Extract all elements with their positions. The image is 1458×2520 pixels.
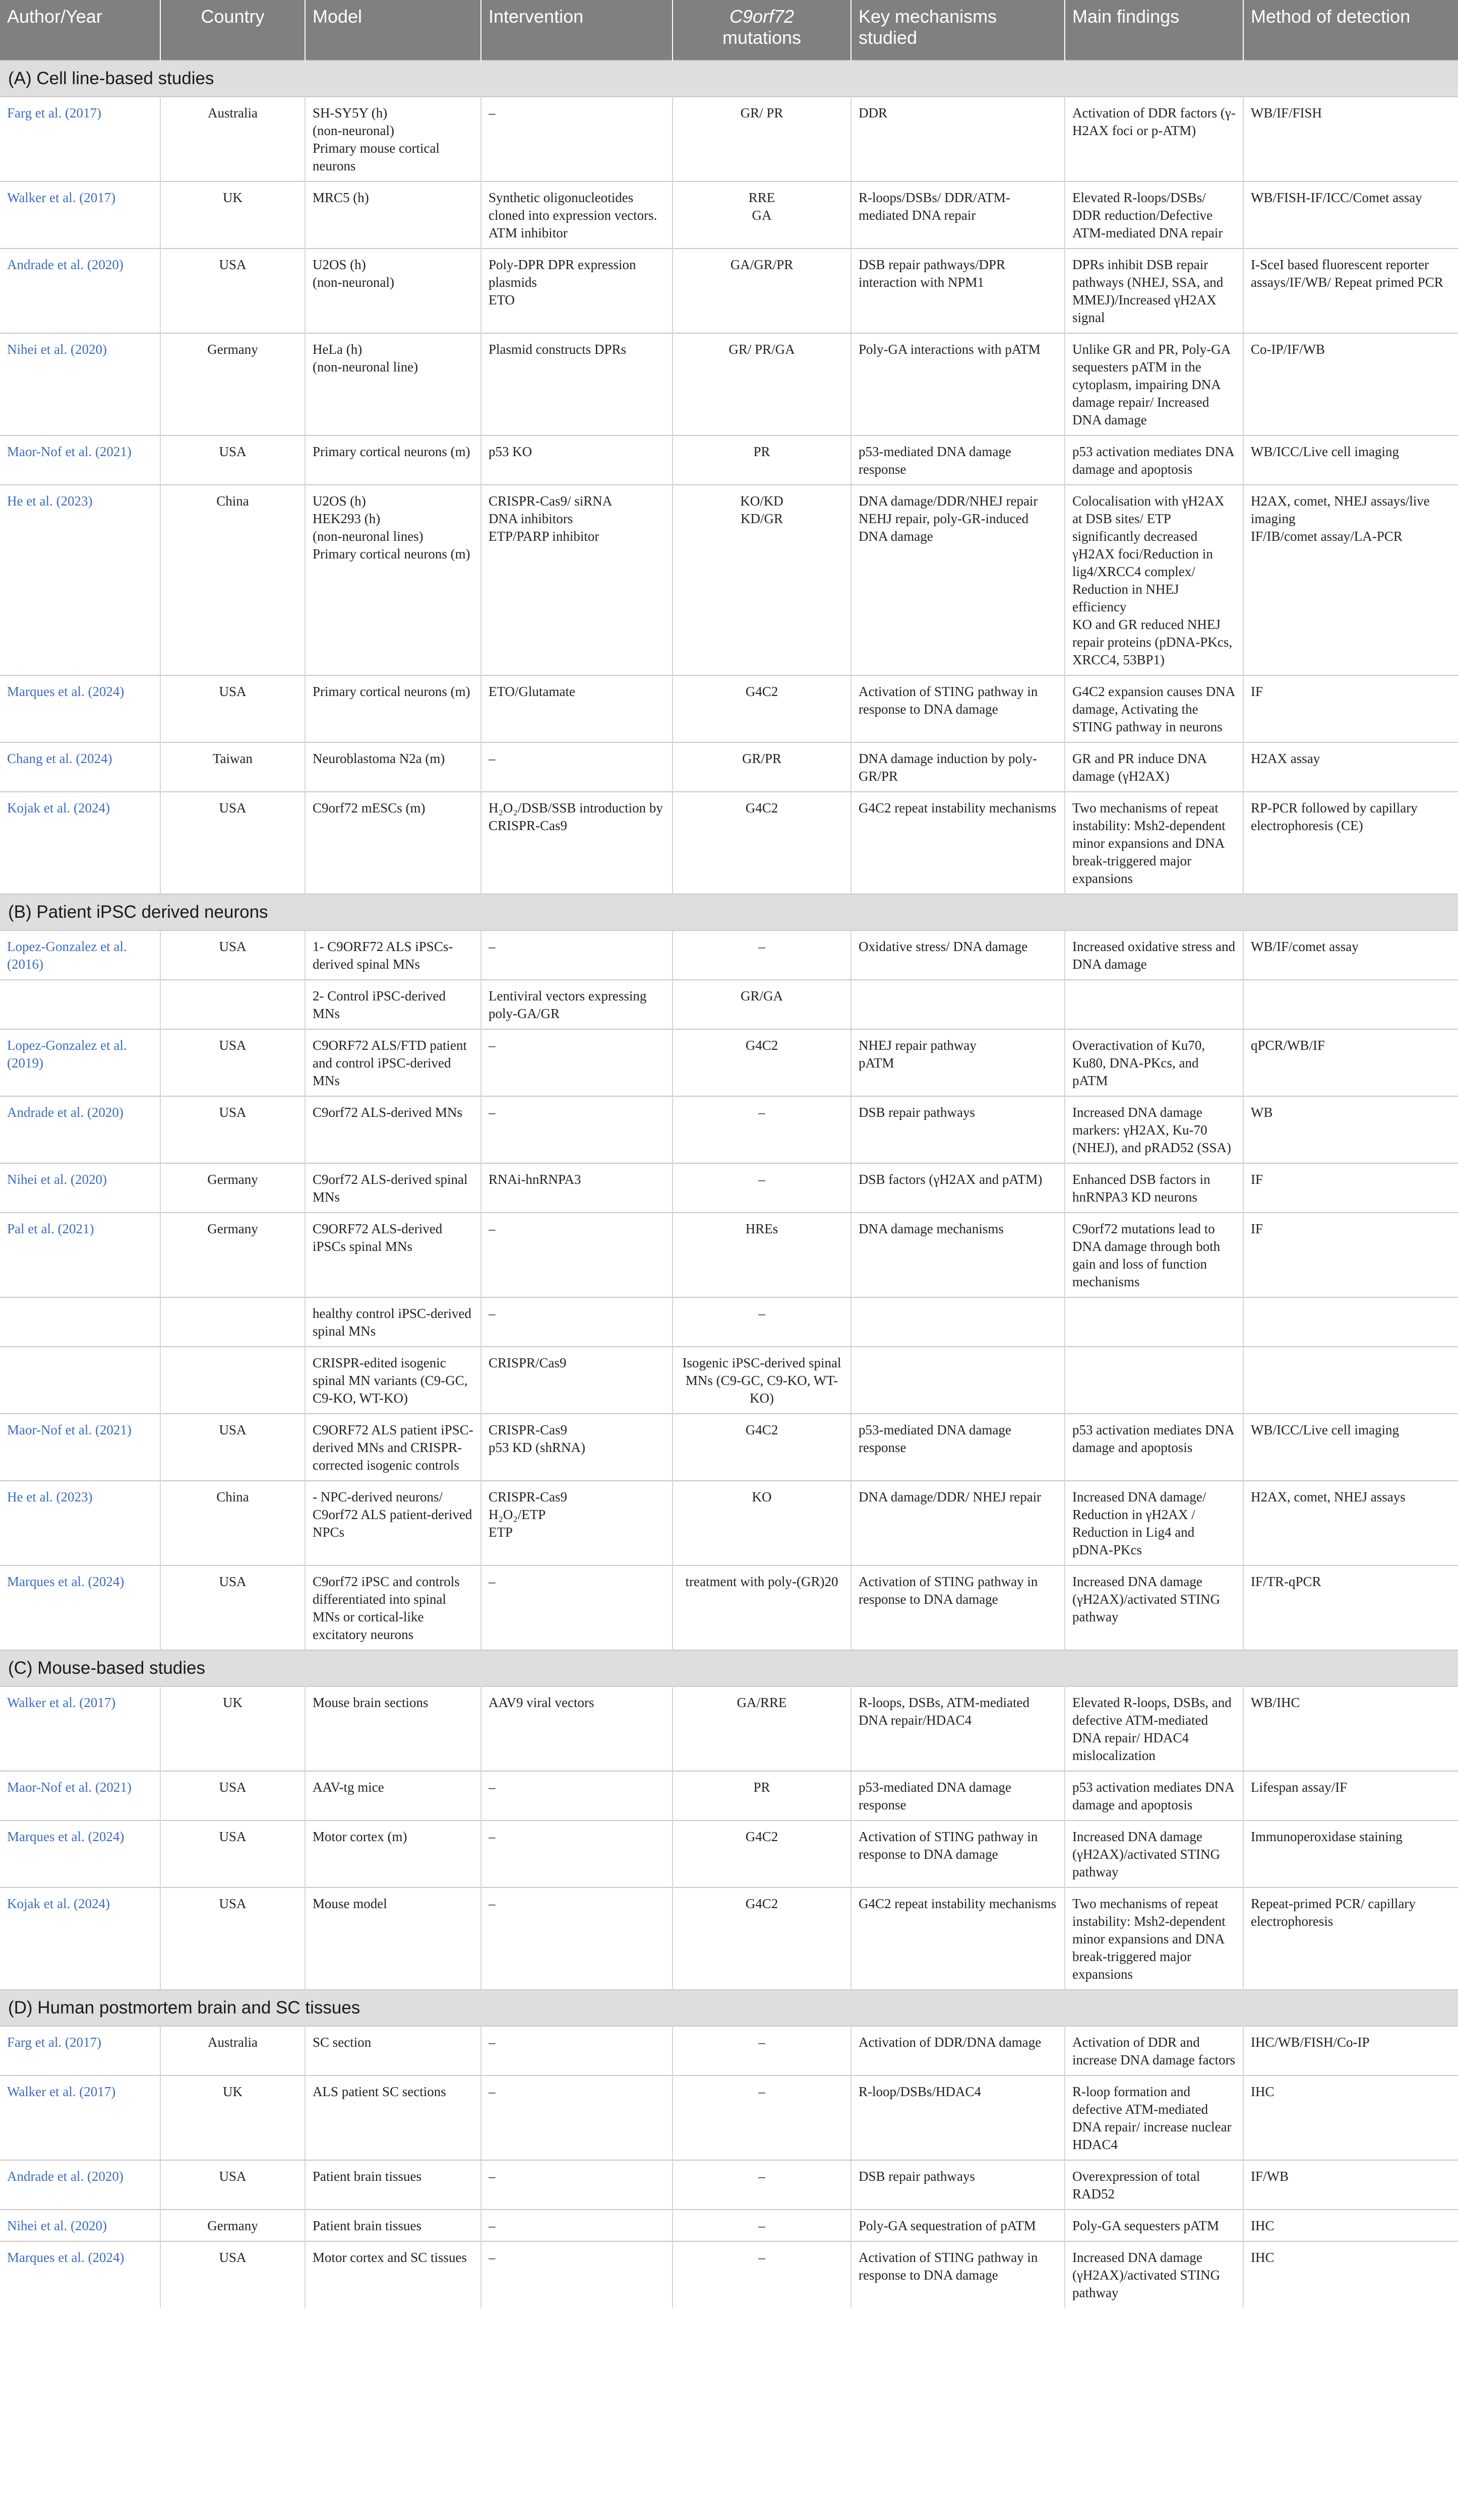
mutation-cell: – (673, 2241, 851, 2308)
table-row (0, 485, 1458, 675)
table-row (0, 2210, 1458, 2241)
intervention-cell: CRISPR-Cas9 H₂O₂/ETP ETP (481, 1481, 673, 1565)
mechanism-cell: Poly-GA interactions with pATM (851, 333, 1065, 435)
findings-cell: Activation of DDR factors (γ-H2AX foci or p-ATM) (1065, 97, 1243, 181)
table-row (0, 1481, 1458, 1565)
intervention-cell: – (481, 930, 673, 980)
mechanism-cell: DSB repair pathways/DPR interaction with NPM1 (851, 248, 1065, 333)
table-row (0, 248, 1458, 333)
model-cell: Neuroblastoma N2a (m) (305, 742, 481, 792)
mutation-cell: KO/KD KD/GR (673, 485, 851, 675)
intervention-cell: – (481, 97, 673, 181)
table-row (0, 930, 1458, 980)
mutation-cell: GA/GR/PR (673, 248, 851, 333)
method-cell: IHC (1243, 2210, 1458, 2241)
author-cell: Marques et al. (2024) (0, 675, 160, 742)
section-header-row (0, 1650, 1458, 1686)
intervention-cell: Poly-DPR DPR expression plasmids ETO (481, 248, 673, 333)
table-row (0, 1096, 1458, 1163)
model-cell: Motor cortex (m) (305, 1820, 481, 1887)
mutation-cell: – (673, 2075, 851, 2160)
findings-cell: Poly-GA sequesters pATM (1065, 2210, 1243, 2241)
table-row (0, 435, 1458, 485)
method-cell: qPCR/WB/IF (1243, 1029, 1458, 1096)
col-header-author: Author/Year (0, 0, 160, 60)
author-cell: Walker et al. (2017) (0, 181, 160, 248)
intervention-cell: – (481, 1029, 673, 1096)
mechanism-cell: Activation of STING pathway in response to DNA damage (851, 1820, 1065, 1887)
mutation-cell: – (673, 1163, 851, 1213)
method-cell: IF/TR-qPCR (1243, 1565, 1458, 1650)
country-cell: USA (160, 1887, 305, 1990)
intervention-cell: – (481, 2026, 673, 2075)
model-cell: Primary cortical neurons (m) (305, 435, 481, 485)
method-cell: H2AX, comet, NHEJ assays/live imaging IF/IB/comet assay/LA-PCR (1243, 485, 1458, 675)
country-cell (160, 1297, 305, 1347)
country-cell: USA (160, 1029, 305, 1096)
mutation-cell: G4C2 (673, 792, 851, 894)
intervention-cell: – (481, 2160, 673, 2210)
mutation-cell: – (673, 2210, 851, 2241)
author-cell: Lopez-Gonzalez et al. (2019) (0, 1029, 160, 1096)
table-row (0, 97, 1458, 181)
method-cell: I-SceI based fluorescent reporter assays/IF/WB/ Repeat primed PCR (1243, 248, 1458, 333)
section-header-row (0, 894, 1458, 930)
mechanism-cell: DSB repair pathways (851, 1096, 1065, 1163)
mutation-cell: G4C2 (673, 1414, 851, 1481)
method-cell: RP-PCR followed by capillary electrophoresis (CE) (1243, 792, 1458, 894)
section-title: (C) Mouse-based studies (0, 1650, 1458, 1686)
findings-cell: Colocalisation with γH2AX at DSB sites/ ETP significantly decreased γH2AX foci/Reduction in lig4/XRCC4 complex/ Reduction in NHEJ efficiency KO and GR reduced NHEJ repair proteins (pDNA-PKcs, XRCC4, 53BP1) (1065, 485, 1243, 675)
findings-cell: DPRs inhibit DSB repair pathways (NHEJ, SSA, and MMEJ)/Increased γH2AX signal (1065, 248, 1243, 333)
method-cell: IHC (1243, 2075, 1458, 2160)
mutation-cell: – (673, 1096, 851, 1163)
mutation-cell: PR (673, 1771, 851, 1820)
table-row (0, 1347, 1458, 1414)
method-cell: WB/IF/comet assay (1243, 930, 1458, 980)
mechanism-cell: p53-mediated DNA damage response (851, 1414, 1065, 1481)
country-cell (160, 980, 305, 1029)
method-cell: Immunoperoxidase staining (1243, 1820, 1458, 1887)
method-cell: WB (1243, 1096, 1458, 1163)
mechanism-cell: DDR (851, 97, 1065, 181)
mechanism-cell: G4C2 repeat instability mechanisms (851, 1887, 1065, 1990)
mutation-cell: Isogenic iPSC-derived spinal MNs (C9-GC, C9-KO, WT-KO) (673, 1347, 851, 1414)
author-cell: Pal et al. (2021) (0, 1213, 160, 1297)
mechanism-cell: DNA damage/DDR/ NHEJ repair (851, 1481, 1065, 1565)
table-row (0, 1414, 1458, 1481)
author-cell: Nihei et al. (2020) (0, 1163, 160, 1213)
author-cell: Andrade et al. (2020) (0, 2160, 160, 2210)
country-cell: Germany (160, 333, 305, 435)
table-row (0, 1029, 1458, 1096)
mutation-cell: G4C2 (673, 675, 851, 742)
method-cell (1243, 1347, 1458, 1414)
table-row (0, 980, 1458, 1029)
country-cell: USA (160, 1565, 305, 1650)
table-row (0, 1163, 1458, 1213)
col-header-mechanisms: Key mechanisms studied (851, 0, 1065, 60)
country-cell: Taiwan (160, 742, 305, 792)
author-cell: Marques et al. (2024) (0, 1820, 160, 1887)
mechanism-cell (851, 1347, 1065, 1414)
country-cell: UK (160, 1686, 305, 1771)
intervention-cell: p53 KO (481, 435, 673, 485)
col-header-model: Model (305, 0, 481, 60)
table-row (0, 1297, 1458, 1347)
mechanism-cell: NHEJ repair pathway pATM (851, 1029, 1065, 1096)
author-cell: Maor-Nof et al. (2021) (0, 1771, 160, 1820)
country-cell: USA (160, 2241, 305, 2308)
findings-cell (1065, 1347, 1243, 1414)
intervention-cell: – (481, 742, 673, 792)
col-header-findings: Main findings (1065, 0, 1243, 60)
mutation-cell: GR/ PR (673, 97, 851, 181)
model-cell: C9ORF72 ALS patient iPSC-derived MNs and CRISPR-corrected isogenic controls (305, 1414, 481, 1481)
country-cell: USA (160, 792, 305, 894)
intervention-cell: – (481, 1771, 673, 1820)
findings-cell: Increased oxidative stress and DNA damage (1065, 930, 1243, 980)
method-cell: H2AX, comet, NHEJ assays (1243, 1481, 1458, 1565)
author-cell (0, 980, 160, 1029)
findings-cell: GR and PR induce DNA damage (γH2AX) (1065, 742, 1243, 792)
findings-cell (1065, 1297, 1243, 1347)
model-cell: C9ORF72 ALS-derived iPSCs spinal MNs (305, 1213, 481, 1297)
country-cell: USA (160, 1771, 305, 1820)
mutation-cell: GA/RRE (673, 1686, 851, 1771)
method-cell: WB/ICC/Live cell imaging (1243, 1414, 1458, 1481)
mechanism-cell: G4C2 repeat instability mechanisms (851, 792, 1065, 894)
findings-cell: p53 activation mediates DNA damage and apoptosis (1065, 1414, 1243, 1481)
table-row (0, 1820, 1458, 1887)
intervention-cell: Synthetic oligonucleotides cloned into expression vectors. ATM inhibitor (481, 181, 673, 248)
intervention-cell: Plasmid constructs DPRs (481, 333, 673, 435)
table-row (0, 2075, 1458, 2160)
mechanism-cell: R-loops, DSBs, ATM-mediated DNA repair/HDAC4 (851, 1686, 1065, 1771)
mechanism-cell: DSB factors (γH2AX and pATM) (851, 1163, 1065, 1213)
findings-cell: Increased DNA damage/ Reduction in γH2AX / Reduction in Lig4 and pDNA-PKcs (1065, 1481, 1243, 1565)
model-cell: SC section (305, 2026, 481, 2075)
country-cell: USA (160, 930, 305, 980)
mechanism-cell: Oxidative stress/ DNA damage (851, 930, 1065, 980)
model-cell: C9ORF72 ALS/FTD patient and control iPSC-derived MNs (305, 1029, 481, 1096)
model-cell: U2OS (h) (non-neuronal) (305, 248, 481, 333)
findings-cell (1065, 980, 1243, 1029)
intervention-cell: Lentiviral vectors expressing poly-GA/GR (481, 980, 673, 1029)
country-cell: USA (160, 1414, 305, 1481)
table-row (0, 742, 1458, 792)
model-cell: Mouse brain sections (305, 1686, 481, 1771)
mechanism-cell: DNA damage/DDR/NHEJ repair NEHJ repair, poly-GR-induced DNA damage (851, 485, 1065, 675)
table-row (0, 333, 1458, 435)
mechanism-cell: DNA damage mechanisms (851, 1213, 1065, 1297)
mechanism-cell: Activation of STING pathway in response to DNA damage (851, 2241, 1065, 2308)
author-cell: Marques et al. (2024) (0, 2241, 160, 2308)
mutation-cell: – (673, 1297, 851, 1347)
model-cell: C9orf72 ALS-derived MNs (305, 1096, 481, 1163)
mechanism-cell: p53-mediated DNA damage response (851, 1771, 1065, 1820)
mutation-cell: KO (673, 1481, 851, 1565)
mutation-cell: RRE GA (673, 181, 851, 248)
mutation-cell: treatment with poly-(GR)20 (673, 1565, 851, 1650)
mutation-cell: GR/ PR/GA (673, 333, 851, 435)
author-cell (0, 1297, 160, 1347)
author-cell: He et al. (2023) (0, 485, 160, 675)
country-cell: USA (160, 1820, 305, 1887)
model-cell: U2OS (h) HEK293 (h) (non-neuronal lines) Primary cortical neurons (m) (305, 485, 481, 675)
author-cell (0, 1347, 160, 1414)
method-cell: IF/WB (1243, 2160, 1458, 2210)
header-row (0, 0, 1458, 60)
table-row (0, 792, 1458, 894)
col-header-method: Method of detection (1243, 0, 1458, 60)
col-header-mutations-gene: C9orf72 (729, 6, 795, 27)
mutation-cell: G4C2 (673, 1820, 851, 1887)
author-cell: Lopez-Gonzalez et al. (2016) (0, 930, 160, 980)
author-cell: Marques et al. (2024) (0, 1565, 160, 1650)
mutation-cell: – (673, 2026, 851, 2075)
method-cell (1243, 980, 1458, 1029)
model-cell: - NPC-derived neurons/ C9orf72 ALS patient-derived NPCs (305, 1481, 481, 1565)
mechanism-cell: DSB repair pathways (851, 2160, 1065, 2210)
mutation-cell: – (673, 2160, 851, 2210)
method-cell: Co-IP/IF/WB (1243, 333, 1458, 435)
country-cell: UK (160, 181, 305, 248)
intervention-cell: – (481, 2241, 673, 2308)
model-cell: MRC5 (h) (305, 181, 481, 248)
author-cell: Andrade et al. (2020) (0, 1096, 160, 1163)
table-row (0, 1686, 1458, 1771)
findings-cell: R-loop formation and defective ATM-mediated DNA repair/ increase nuclear HDAC4 (1065, 2075, 1243, 2160)
author-cell: Andrade et al. (2020) (0, 248, 160, 333)
table-row (0, 1771, 1458, 1820)
author-cell: Maor-Nof et al. (2021) (0, 435, 160, 485)
mechanism-cell: DNA damage induction by poly-GR/PR (851, 742, 1065, 792)
intervention-cell: CRISPR/Cas9 (481, 1347, 673, 1414)
mutation-cell: GR/GA (673, 980, 851, 1029)
col-header-mutations-label: mutations (722, 27, 802, 48)
country-cell: USA (160, 435, 305, 485)
mutation-cell: PR (673, 435, 851, 485)
author-cell: Kojak et al. (2024) (0, 792, 160, 894)
mechanism-cell: Activation of DDR/DNA damage (851, 2026, 1065, 2075)
section-header-row (0, 60, 1458, 97)
model-cell: 2- Control iPSC-derived MNs (305, 980, 481, 1029)
intervention-cell: – (481, 1887, 673, 1990)
table-row (0, 2026, 1458, 2075)
country-cell: Australia (160, 97, 305, 181)
model-cell: C9orf72 ALS-derived spinal MNs (305, 1163, 481, 1213)
model-cell: AAV-tg mice (305, 1771, 481, 1820)
mutation-cell: GR/PR (673, 742, 851, 792)
table-row (0, 2160, 1458, 2210)
findings-cell: Elevated R-loops, DSBs, and defective ATM-mediated DNA repair/ HDAC4 mislocalization (1065, 1686, 1243, 1771)
mechanism-cell: R-loop/DSBs/HDAC4 (851, 2075, 1065, 2160)
author-cell: Farg et al. (2017) (0, 97, 160, 181)
mechanism-cell: R-loops/DSBs/ DDR/ATM-mediated DNA repair (851, 181, 1065, 248)
country-cell: China (160, 1481, 305, 1565)
intervention-cell: – (481, 2075, 673, 2160)
author-cell: Kojak et al. (2024) (0, 1887, 160, 1990)
method-cell: Repeat-primed PCR/ capillary electrophoresis (1243, 1887, 1458, 1990)
author-cell: Maor-Nof et al. (2021) (0, 1414, 160, 1481)
author-cell: Walker et al. (2017) (0, 1686, 160, 1771)
country-cell: Germany (160, 2210, 305, 2241)
intervention-cell: CRISPR-Cas9 p53 KD (shRNA) (481, 1414, 673, 1481)
table-body (0, 60, 1458, 2308)
model-cell: 1- C9ORF72 ALS iPSCs-derived spinal MNs (305, 930, 481, 980)
table-row (0, 1213, 1458, 1297)
table-row (0, 181, 1458, 248)
author-cell: Nihei et al. (2020) (0, 333, 160, 435)
mechanism-cell (851, 1297, 1065, 1347)
method-cell: WB/IF/FISH (1243, 97, 1458, 181)
method-cell: IF (1243, 1213, 1458, 1297)
mechanism-cell: p53-mediated DNA damage response (851, 435, 1065, 485)
model-cell: CRISPR-edited isogenic spinal MN variants (C9-GC, C9-KO, WT-KO) (305, 1347, 481, 1414)
table-row (0, 1565, 1458, 1650)
intervention-cell: – (481, 1820, 673, 1887)
model-cell: HeLa (h) (non-neuronal line) (305, 333, 481, 435)
mechanism-cell: Poly-GA sequestration of pATM (851, 2210, 1065, 2241)
country-cell (160, 1347, 305, 1414)
mechanism-cell (851, 980, 1065, 1029)
findings-cell: Elevated R-loops/DSBs/ DDR reduction/Defective ATM-mediated DNA repair (1065, 181, 1243, 248)
method-cell: Lifespan assay/IF (1243, 1771, 1458, 1820)
method-cell: WB/ICC/Live cell imaging (1243, 435, 1458, 485)
findings-cell: Overexpression of total RAD52 (1065, 2160, 1243, 2210)
method-cell: IHC (1243, 2241, 1458, 2308)
col-header-mutations (673, 0, 851, 60)
model-cell: C9orf72 iPSC and controls differentiated into spinal MNs or cortical-like excitatory neurons (305, 1565, 481, 1650)
model-cell: healthy control iPSC-derived spinal MNs (305, 1297, 481, 1347)
model-cell: Primary cortical neurons (m) (305, 675, 481, 742)
author-cell: Walker et al. (2017) (0, 2075, 160, 2160)
model-cell: Motor cortex and SC tissues (305, 2241, 481, 2308)
intervention-cell: AAV9 viral vectors (481, 1686, 673, 1771)
method-cell: IF (1243, 675, 1458, 742)
intervention-cell: – (481, 2210, 673, 2241)
model-cell: SH-SY5Y (h) (non-neuronal) Primary mouse cortical neurons (305, 97, 481, 181)
findings-cell: Overactivation of Ku70, Ku80, DNA-PKcs, and pATM (1065, 1029, 1243, 1096)
findings-cell: Two mechanisms of repeat instability: Msh2-dependent minor expansions and DNA break-triggered major expansions (1065, 792, 1243, 894)
country-cell: China (160, 485, 305, 675)
table-row (0, 675, 1458, 742)
country-cell: USA (160, 2160, 305, 2210)
country-cell: Australia (160, 2026, 305, 2075)
intervention-cell: – (481, 1213, 673, 1297)
intervention-cell: ETO/Glutamate (481, 675, 673, 742)
findings-cell: Increased DNA damage (γH2AX)/activated STING pathway (1065, 2241, 1243, 2308)
intervention-cell: CRISPR-Cas9/ siRNA DNA inhibitors ETP/PARP inhibitor (481, 485, 673, 675)
author-cell: He et al. (2023) (0, 1481, 160, 1565)
section-title: (A) Cell line-based studies (0, 60, 1458, 97)
section-title: (D) Human postmortem brain and SC tissues (0, 1990, 1458, 2026)
table-row (0, 1887, 1458, 1990)
intervention-cell: – (481, 1565, 673, 1650)
model-cell: Patient brain tissues (305, 2210, 481, 2241)
findings-cell: G4C2 expansion causes DNA damage, Activating the STING pathway in neurons (1065, 675, 1243, 742)
method-cell: WB/IHC (1243, 1686, 1458, 1771)
mutation-cell: HREs (673, 1213, 851, 1297)
findings-cell: Increased DNA damage (γH2AX)/activated STING pathway (1065, 1820, 1243, 1887)
findings-cell: Enhanced DSB factors in hnRNPA3 KD neurons (1065, 1163, 1243, 1213)
method-cell: IF (1243, 1163, 1458, 1213)
model-cell: ALS patient SC sections (305, 2075, 481, 2160)
country-cell: USA (160, 248, 305, 333)
country-cell: USA (160, 675, 305, 742)
col-header-country: Country (160, 0, 305, 60)
country-cell: Germany (160, 1213, 305, 1297)
findings-cell: p53 activation mediates DNA damage and apoptosis (1065, 1771, 1243, 1820)
mechanism-cell: Activation of STING pathway in response to DNA damage (851, 1565, 1065, 1650)
model-cell: Patient brain tissues (305, 2160, 481, 2210)
mutation-cell: G4C2 (673, 1887, 851, 1990)
findings-cell: Unlike GR and PR, Poly-GA sequesters pATM in the cytoplasm, impairing DNA damage repair/ Increased DNA damage (1065, 333, 1243, 435)
method-cell (1243, 1297, 1458, 1347)
findings-cell: p53 activation mediates DNA damage and apoptosis (1065, 435, 1243, 485)
intervention-cell: – (481, 1096, 673, 1163)
author-cell: Chang et al. (2024) (0, 742, 160, 792)
country-cell: Germany (160, 1163, 305, 1213)
method-cell: WB/FISH-IF/ICC/Comet assay (1243, 181, 1458, 248)
method-cell: IHC/WB/FISH/Co-IP (1243, 2026, 1458, 2075)
model-cell: C9orf72 mESCs (m) (305, 792, 481, 894)
country-cell: UK (160, 2075, 305, 2160)
mechanism-cell: Activation of STING pathway in response to DNA damage (851, 675, 1065, 742)
col-header-intervention: Intervention (481, 0, 673, 60)
mutation-cell: – (673, 930, 851, 980)
country-cell: USA (160, 1096, 305, 1163)
table-row (0, 2241, 1458, 2308)
intervention-cell: H₂O₂/DSB/SSB introduction by CRISPR-Cas9 (481, 792, 673, 894)
author-cell: Nihei et al. (2020) (0, 2210, 160, 2241)
author-cell: Farg et al. (2017) (0, 2026, 160, 2075)
findings-cell: Activation of DDR and increase DNA damage factors (1065, 2026, 1243, 2075)
findings-cell: Increased DNA damage markers: γH2AX, Ku-70 (NHEJ), and pRAD52 (SSA) (1065, 1096, 1243, 1163)
findings-cell: Increased DNA damage (γH2AX)/activated STING pathway (1065, 1565, 1243, 1650)
findings-cell: C9orf72 mutations lead to DNA damage through both gain and loss of function mechanisms (1065, 1213, 1243, 1297)
model-cell: Mouse model (305, 1887, 481, 1990)
intervention-cell: – (481, 1297, 673, 1347)
findings-cell: Two mechanisms of repeat instability: Msh2-dependent minor expansions and DNA break-triggered major expansions (1065, 1887, 1243, 1990)
mutation-cell: G4C2 (673, 1029, 851, 1096)
section-title: (B) Patient iPSC derived neurons (0, 894, 1458, 930)
intervention-cell: RNAi-hnRNPA3 (481, 1163, 673, 1213)
method-cell: H2AX assay (1243, 742, 1458, 792)
section-header-row (0, 1990, 1458, 2026)
